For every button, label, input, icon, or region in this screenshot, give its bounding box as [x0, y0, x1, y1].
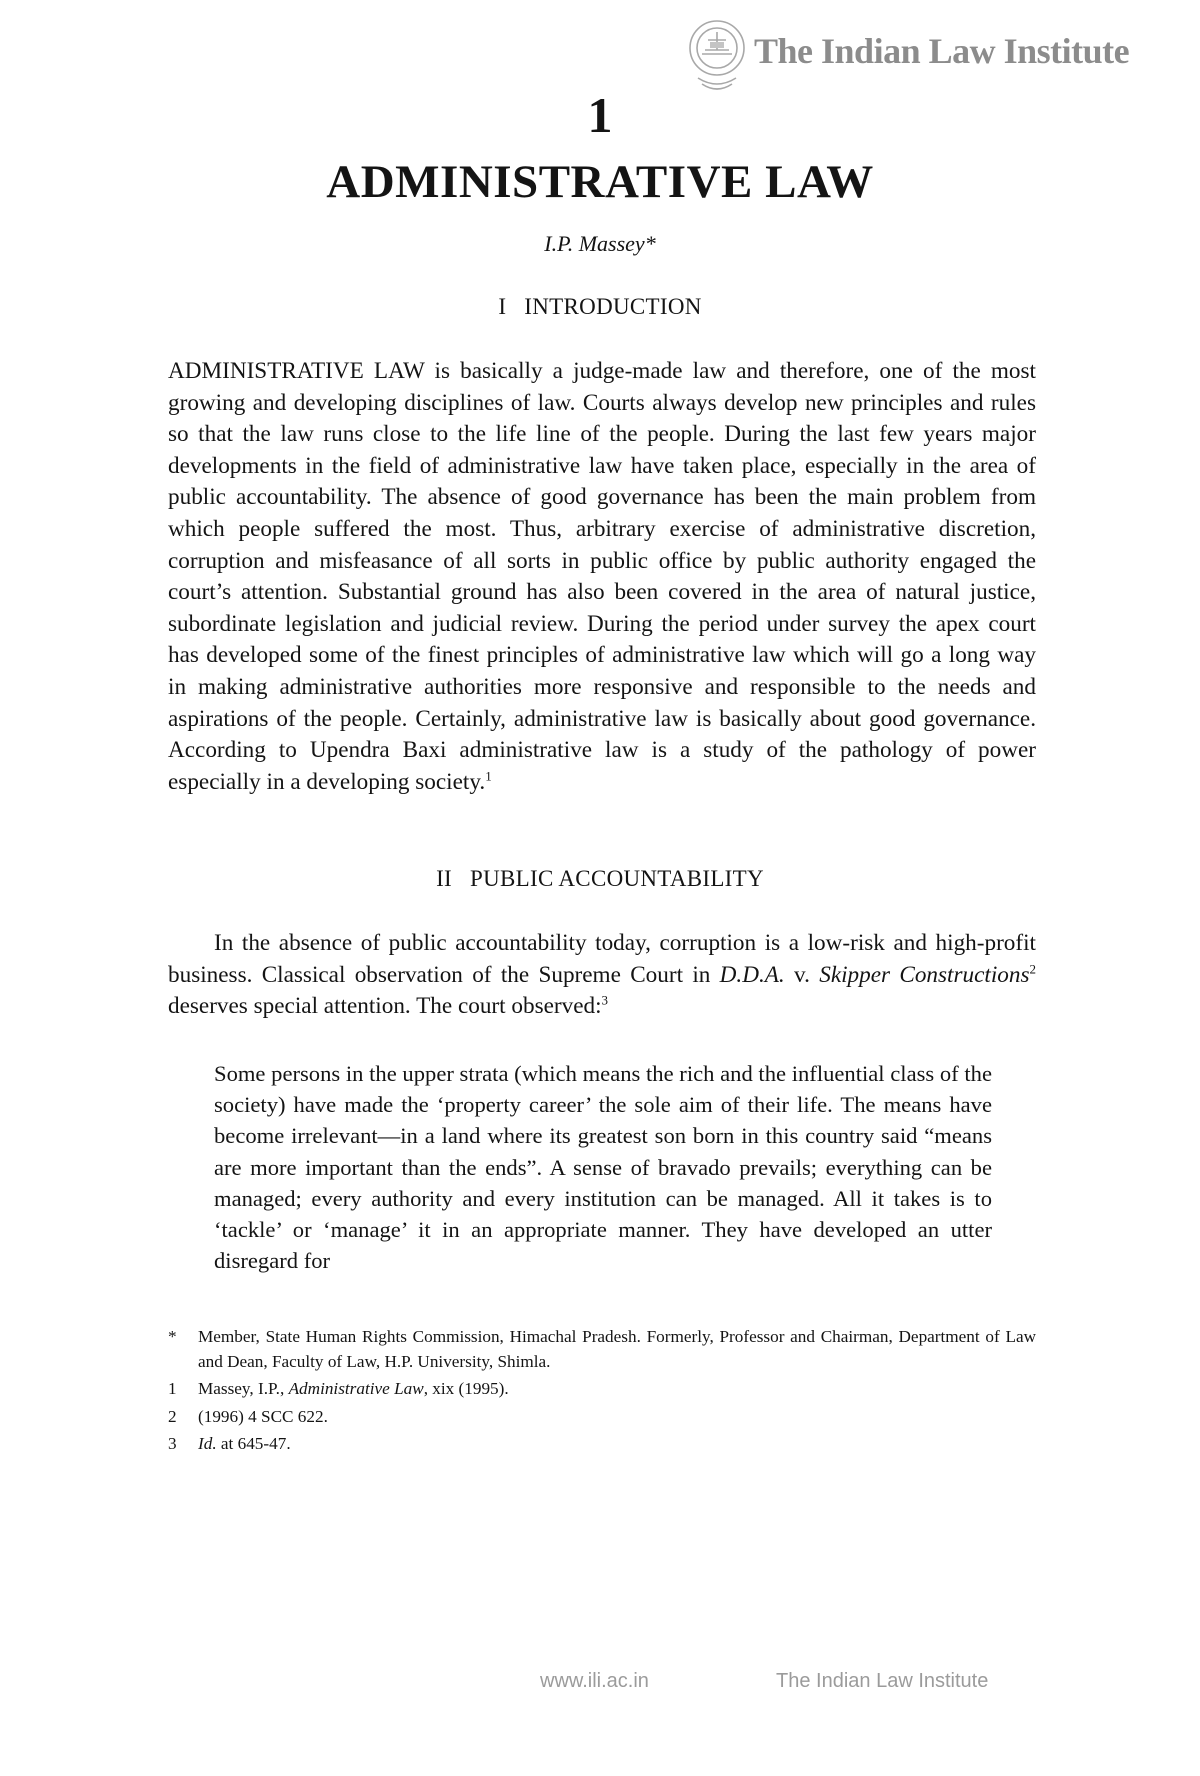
case-party-dda: D.D.A.	[719, 961, 785, 988]
block-quote: Some persons in the upper strata (which means the rich and the influential class of the society) have made the ‘property career’ the sole aim of their life. The means have become irrelevant—in a land where its greatest son born in this country said “means are more important than the ends”. A sense of bravado prevails; everything can be managed; every authority and every institution can be managed. All it takes is to ‘tackle’ or ‘manage’ it in an appropriate manner. They have developed an utter disregard for	[214, 1061, 992, 1274]
public-accountability-paragraph	[168, 928, 1036, 1023]
footnote-reference[interactable]: 1	[485, 767, 492, 783]
footnote-text: Massey, I.P., Administrative Law, xix (1995).	[198, 1379, 509, 1398]
footnote-item	[168, 1405, 1036, 1430]
footer-url[interactable]: www.ili.ac.in	[540, 1670, 649, 1692]
case-versus: v.	[784, 961, 820, 988]
section-heading-public-accountability	[0, 866, 1200, 892]
footnote-mark: *	[168, 1327, 177, 1346]
footnote-text: (1996) 4 SCC 622.	[198, 1406, 328, 1426]
section-numeral: I	[498, 294, 507, 319]
footnote-reference[interactable]: 3	[601, 992, 609, 1008]
institute-watermark	[680, 14, 1130, 94]
author-name: I.P. Massey*	[544, 231, 656, 256]
institute-name: The Indian Law Institute	[754, 31, 1130, 71]
footnote-item	[168, 1432, 1036, 1457]
footer-institute: The Indian Law Institute	[776, 1670, 989, 1692]
footnote-reference[interactable]: 2	[1029, 960, 1036, 976]
chapter-title: ADMINISTRATIVE LAW	[326, 156, 874, 208]
introduction-paragraph	[168, 356, 1036, 798]
paragraph-text: deserves special attention. The court observed:	[168, 993, 602, 1020]
footnotes	[168, 1325, 1036, 1460]
chapter-number: 1	[587, 87, 613, 143]
footnote-item	[168, 1377, 1036, 1402]
section-title: PUBLIC ACCOUNTABILITY	[470, 866, 764, 891]
case-party-skipper: Skipper Constructions	[819, 961, 1030, 988]
section-heading-introduction	[0, 294, 1200, 320]
footnote-text: Member, State Human Rights Commission, Himachal Pradesh. Formerly, Professor and Chairman, Department of Law and Dean, Faculty of Law, H.P. University, Shimla.	[198, 1327, 1036, 1371]
footnote-item	[168, 1325, 1036, 1374]
section-title: INTRODUCTION	[524, 294, 702, 319]
footnote-mark: 1	[168, 1379, 177, 1398]
ili-seal-logo-icon	[684, 18, 750, 94]
footnote-mark: 2	[168, 1406, 177, 1426]
section-numeral: II	[436, 866, 453, 891]
paragraph-text: ADMINISTRATIVE LAW is basically a judge-made law and therefore, one of the most growing and developing disciplines of law. Courts always develop new principles and rules so that the law runs close to the life line of the people. During the last few years major developments in the field of administrative law have taken place, especially in the area of public accountability. The absence of good governance has been the main problem from which people suffered the most. Thus, arbitrary exercise of administrative discretion, corruption and misfeasance of all sorts in public office by public authority engaged the court’s attention. Substantial ground has also been covered in the area of natural justice, subordinate legislation and judicial review. During the period under survey the apex court has developed some of the finest principles of administrative law which will go a long way in making administrative authorities more responsive and responsible to the needs and aspirations of the people. Certainly, administrative law is basically about good governance. According to Upendra Baxi administrative law is a study of the pathology of power especially in a developing society.	[168, 358, 1036, 795]
paragraph-text: In the absence of public accountability today, corruption is a low-risk and high-profit business. Classical observation of the Supreme Court in	[168, 930, 1036, 988]
footnote-mark: 3	[168, 1434, 177, 1453]
footnote-text: Id. at 645-47.	[198, 1434, 291, 1453]
